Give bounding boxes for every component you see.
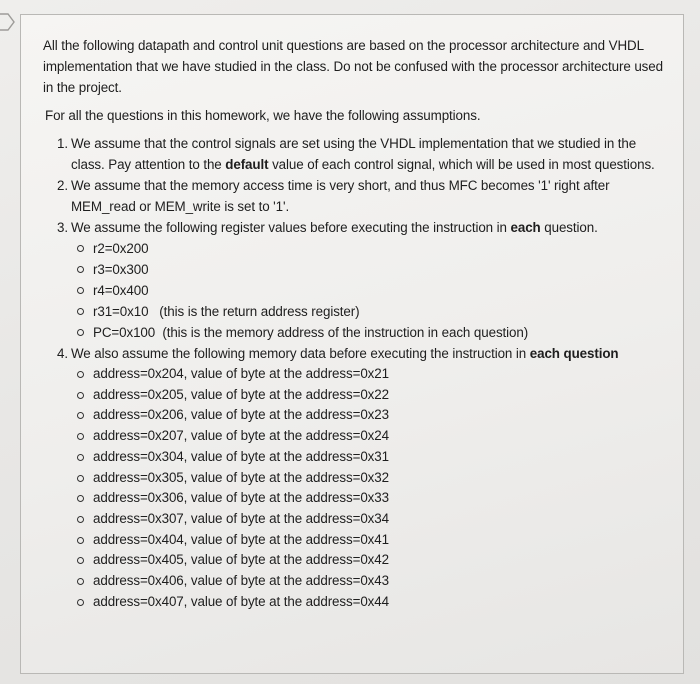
register-value: r3=0x300 bbox=[93, 262, 149, 277]
memory-item bbox=[71, 509, 673, 530]
circle-bullet-icon bbox=[77, 329, 84, 336]
register-item bbox=[71, 322, 673, 343]
memory-value: address=0x207, value of byte at the address=0x24 bbox=[93, 428, 389, 444]
item-bold-text: each question bbox=[529, 346, 619, 361]
memory-item bbox=[71, 592, 673, 613]
circle-bullet-icon bbox=[77, 516, 84, 523]
memory-list bbox=[71, 364, 673, 612]
assumption-item-4 bbox=[57, 343, 673, 612]
circle-bullet-icon bbox=[77, 433, 84, 440]
memory-item bbox=[71, 447, 673, 468]
homework-paper bbox=[20, 14, 684, 674]
item-number: 1. bbox=[57, 136, 68, 151]
memory-value: address=0x305, value of byte at the address=0x32 bbox=[93, 469, 389, 485]
memory-value: address=0x406, value of byte at the address=0x43 bbox=[93, 573, 389, 589]
item-text: We assume that the memory access time is very short, and thus MFC becomes '1' right after MEM_read or MEM_write is set to '1'. bbox=[71, 178, 610, 214]
assumption-lead: For all the questions in this homework, we have the following assumptions. bbox=[45, 108, 481, 123]
item-text: We also assume the following memory data before executing the instruction in bbox=[71, 346, 530, 361]
circle-bullet-icon bbox=[77, 392, 84, 399]
memory-item bbox=[71, 530, 673, 551]
circle-bullet-icon bbox=[77, 475, 84, 482]
assumption-item-2 bbox=[57, 175, 673, 217]
item-number: 4. bbox=[57, 346, 68, 361]
intro-paragraph: All the following datapath and control unit questions are based on the processor architecture and VHDL implementation that we have studied in the class. Do not be confused with the processor architecture used in the project. bbox=[43, 38, 663, 95]
circle-bullet-icon bbox=[77, 371, 84, 378]
memory-item bbox=[71, 550, 673, 571]
memory-item bbox=[71, 405, 673, 426]
circle-bullet-icon bbox=[77, 557, 84, 564]
circle-bullet-icon bbox=[77, 412, 84, 419]
register-item bbox=[71, 280, 673, 301]
item-text-after: value of each control signal, which will be used in most questions. bbox=[268, 157, 655, 172]
memory-value: address=0x407, value of byte at the address=0x44 bbox=[93, 593, 389, 609]
homework-content bbox=[43, 35, 673, 612]
item-number: 2. bbox=[57, 178, 68, 193]
item-text-after: question. bbox=[540, 220, 598, 235]
register-value: r31=0x10 (this is the return address register) bbox=[93, 304, 360, 319]
memory-value: address=0x404, value of byte at the address=0x41 bbox=[93, 531, 389, 547]
circle-bullet-icon bbox=[77, 308, 84, 315]
item-number: 3. bbox=[57, 220, 68, 235]
register-value: PC=0x100 (this is the memory address of the instruction in each question) bbox=[93, 325, 529, 340]
item-bold-text: each bbox=[510, 220, 541, 235]
memory-item bbox=[71, 426, 673, 447]
memory-value: address=0x307, value of byte at the address=0x34 bbox=[93, 510, 389, 526]
memory-value: address=0x304, value of byte at the address=0x31 bbox=[93, 448, 389, 464]
circle-bullet-icon bbox=[77, 245, 84, 252]
assumption-item-3 bbox=[57, 217, 673, 343]
memory-item bbox=[71, 488, 673, 509]
item-bold-text: default bbox=[225, 157, 269, 172]
assumption-list bbox=[43, 133, 673, 612]
memory-value: address=0x204, value of byte at the address=0x21 bbox=[93, 366, 389, 381]
register-value: r2=0x200 bbox=[93, 241, 149, 256]
memory-value: address=0x205, value of byte at the address=0x22 bbox=[93, 386, 389, 402]
circle-bullet-icon bbox=[77, 495, 84, 502]
register-item bbox=[71, 259, 673, 280]
memory-value: address=0x405, value of byte at the address=0x42 bbox=[93, 552, 389, 568]
circle-bullet-icon bbox=[77, 266, 84, 273]
circle-bullet-icon bbox=[77, 537, 84, 544]
register-value: r4=0x400 bbox=[93, 283, 149, 298]
register-list bbox=[71, 238, 673, 343]
memory-value: address=0x206, value of byte at the address=0x23 bbox=[93, 407, 389, 423]
memory-item bbox=[71, 385, 673, 406]
memory-item bbox=[71, 364, 673, 385]
circle-bullet-icon bbox=[77, 287, 84, 294]
register-item bbox=[71, 301, 673, 322]
item-text: We assume that the control signals are set using the VHDL implementation that we studied in the class. Pay attention to the bbox=[71, 136, 637, 172]
register-item bbox=[71, 238, 673, 259]
assumption-item-1 bbox=[57, 133, 673, 175]
page-turn-arrow-icon bbox=[0, 8, 18, 48]
circle-bullet-icon bbox=[77, 454, 84, 461]
memory-item bbox=[71, 468, 673, 489]
memory-item bbox=[71, 571, 673, 592]
memory-value: address=0x306, value of byte at the address=0x33 bbox=[93, 490, 389, 506]
circle-bullet-icon bbox=[77, 599, 84, 606]
circle-bullet-icon bbox=[77, 578, 84, 585]
item-text: We assume the following register values before executing the instruction in bbox=[71, 220, 511, 235]
